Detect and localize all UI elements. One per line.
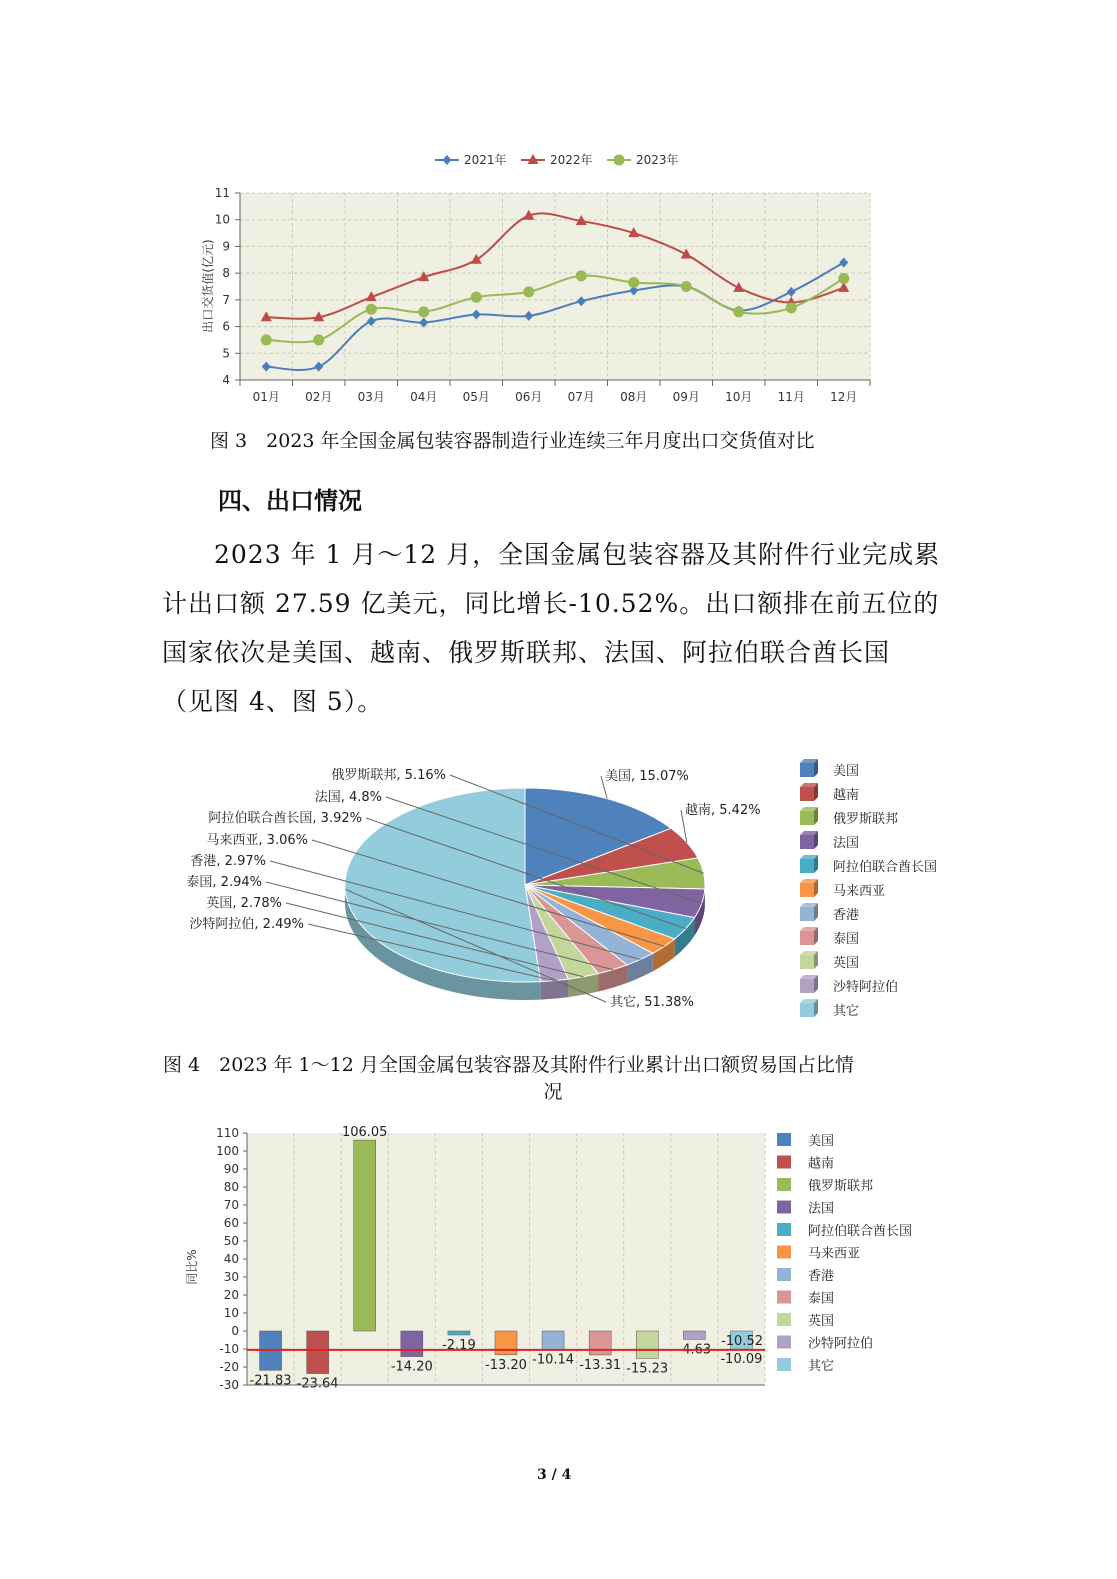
legend-swatch xyxy=(800,931,814,945)
chart-legend xyxy=(800,759,937,1019)
slice-label: 阿拉伯联合酋长国, 3.92% xyxy=(208,811,362,826)
figure3-line-chart xyxy=(190,145,890,415)
bar-value-label: -21.83 xyxy=(249,1373,292,1389)
legend-item xyxy=(435,152,507,167)
legend-label: 俄罗斯联邦 xyxy=(808,1179,874,1194)
legend-item xyxy=(777,1336,873,1352)
legend-swatch xyxy=(777,1201,791,1214)
chart-legend xyxy=(435,152,679,167)
legend-item xyxy=(777,1246,860,1262)
x-tick-label: 10月 xyxy=(725,390,753,404)
legend-item xyxy=(607,152,679,167)
bar-value-label: -13.31 xyxy=(579,1357,622,1373)
y-tick-label: 30 xyxy=(223,1270,239,1284)
x-tick-label: 04月 xyxy=(410,390,438,404)
legend-item xyxy=(800,951,859,971)
figure5-bar-chart xyxy=(180,1115,940,1400)
paragraph-line: （见图 4、图 5）。 xyxy=(162,687,384,716)
legend-item xyxy=(800,783,859,803)
legend-swatch xyxy=(777,1336,791,1349)
pie-slice-side xyxy=(541,979,569,999)
legend-swatch xyxy=(777,1313,791,1326)
legend-label: 越南 xyxy=(808,1156,835,1172)
x-tick-label: 03月 xyxy=(357,390,385,404)
y-tick-label: 0 xyxy=(231,1324,239,1338)
slice-label: 香港, 2.97% xyxy=(190,854,266,869)
x-tick-label: 05月 xyxy=(462,390,490,404)
slice-label: 越南, 5.42% xyxy=(685,803,761,818)
legend-item xyxy=(521,152,593,167)
legend-item xyxy=(777,1178,873,1194)
page-number: 3 / 4 xyxy=(537,1467,572,1483)
data-point xyxy=(523,286,534,297)
x-tick-label: 06月 xyxy=(515,390,543,404)
legend-item xyxy=(800,903,859,923)
legend-swatch xyxy=(777,1178,791,1191)
y-tick-label: 100 xyxy=(216,1144,239,1158)
legend-label: 阿拉伯联合酋长国 xyxy=(808,1224,913,1239)
y-tick-label: 90 xyxy=(223,1162,239,1176)
legend-item xyxy=(800,807,898,827)
y-tick-label: 5 xyxy=(222,346,230,361)
legend-swatch xyxy=(800,859,814,873)
x-tick-label: 01月 xyxy=(252,390,280,404)
legend-swatch xyxy=(800,811,814,825)
legend-swatch xyxy=(800,955,814,969)
legend-label: 马来西亚 xyxy=(808,1246,861,1262)
legend-swatch xyxy=(777,1291,791,1304)
legend-swatch xyxy=(800,907,814,921)
bar xyxy=(401,1331,423,1357)
bar-value-label: -4.63 xyxy=(677,1342,712,1358)
legend-item xyxy=(800,927,859,947)
legend-item xyxy=(777,1223,912,1239)
y-tick-label: 70 xyxy=(223,1198,239,1212)
chart-legend xyxy=(777,1133,912,1374)
y-tick-label: 20 xyxy=(223,1288,239,1302)
legend-swatch xyxy=(800,979,814,993)
legend-label: 香港 xyxy=(833,908,860,923)
y-tick-label: 80 xyxy=(223,1180,239,1194)
y-tick-label: 40 xyxy=(223,1252,239,1266)
bar xyxy=(636,1331,658,1358)
legend-swatch xyxy=(800,835,814,849)
legend-label: 英国 xyxy=(833,956,860,971)
legend-swatch xyxy=(777,1156,791,1169)
legend-item xyxy=(800,999,859,1019)
y-tick-label: 10 xyxy=(214,212,230,227)
slice-label: 其它, 51.38% xyxy=(610,995,694,1010)
bar-value-label: -15.23 xyxy=(626,1361,669,1377)
y-tick-label: -30 xyxy=(219,1378,239,1392)
bar xyxy=(589,1331,611,1355)
legend-swatch xyxy=(800,883,814,897)
legend-label: 2022年 xyxy=(550,153,593,167)
x-tick-label: 12月 xyxy=(830,390,858,404)
legend-item xyxy=(777,1358,834,1374)
y-tick-label: 4 xyxy=(222,373,230,387)
legend-label: 法国 xyxy=(808,1201,835,1217)
data-point xyxy=(681,281,692,292)
y-tick-label: -20 xyxy=(219,1360,239,1374)
bar xyxy=(448,1331,470,1335)
paragraph-line: 国家依次是美国、越南、俄罗斯联邦、法国、阿拉伯联合酋长国 xyxy=(162,638,891,667)
legend-swatch xyxy=(777,1223,791,1236)
data-point xyxy=(366,304,377,315)
x-tick-label: 02月 xyxy=(305,390,333,404)
y-tick-label: 10 xyxy=(223,1306,239,1320)
legend-swatch xyxy=(800,787,814,801)
legend-label: 香港 xyxy=(808,1269,835,1284)
slice-label: 俄罗斯联邦, 5.16% xyxy=(331,768,446,783)
legend-swatch xyxy=(777,1246,791,1259)
legend-swatch xyxy=(777,1133,791,1146)
legend-item xyxy=(777,1133,834,1149)
y-tick-label: -10 xyxy=(219,1342,239,1356)
x-tick-label: 07月 xyxy=(567,390,595,404)
legend-item xyxy=(777,1156,834,1172)
legend-item xyxy=(800,759,859,779)
slice-label: 英国, 2.78% xyxy=(206,896,282,911)
legend-label: 英国 xyxy=(808,1314,835,1329)
y-tick-label: 110 xyxy=(216,1126,239,1140)
data-point xyxy=(471,292,482,303)
data-point xyxy=(261,334,272,345)
legend-swatch xyxy=(800,763,814,777)
legend-label: 美国 xyxy=(808,1134,835,1149)
legend-label: 泰国 xyxy=(808,1291,835,1307)
y-tick-label: 50 xyxy=(223,1234,239,1248)
figure3-caption: 图 3 2023 年全国金属包装容器制造行业连续三年月度出口交货值对比 xyxy=(210,430,815,452)
paragraph-line: 2023 年 1 月～12 月，全国金属包装容器及其附件行业完成累 xyxy=(214,540,941,569)
figure4-caption xyxy=(163,1050,963,1104)
y-tick-label: 60 xyxy=(223,1216,239,1230)
legend-label: 沙特阿拉伯 xyxy=(833,980,899,995)
data-point xyxy=(313,334,324,345)
y-axis-label: 同比% xyxy=(185,1249,199,1285)
legend-label: 美国 xyxy=(833,764,860,779)
bar xyxy=(354,1140,376,1331)
bar-value-label: -10.09 xyxy=(720,1352,763,1368)
bar-value-label: 106.05 xyxy=(341,1125,388,1141)
legend-label: 法国 xyxy=(833,836,860,851)
bar-value-label: -2.19 xyxy=(442,1337,476,1353)
x-tick-label: 08月 xyxy=(620,390,648,404)
bar xyxy=(542,1331,564,1349)
legend-item xyxy=(777,1201,834,1217)
figure4-pie-chart xyxy=(170,750,970,1030)
figure4-caption-line2: 况 xyxy=(543,1081,563,1103)
legend-label: 其它 xyxy=(808,1359,835,1374)
legend-item xyxy=(800,831,859,851)
bar-value-label: -13.20 xyxy=(485,1357,527,1373)
bar-value-label: -23.64 xyxy=(296,1376,339,1392)
slice-label: 美国, 15.07% xyxy=(605,769,689,784)
slice-label: 法国, 4.8% xyxy=(314,790,382,805)
y-tick-label: 7 xyxy=(222,292,230,307)
bar xyxy=(495,1331,517,1355)
legend-swatch xyxy=(800,1003,814,1017)
legend-label: 俄罗斯联邦 xyxy=(833,812,899,827)
bar-value-label: -10.14 xyxy=(532,1352,575,1368)
y-axis-label: 出口交货值(亿元) xyxy=(201,239,215,333)
x-tick-label: 09月 xyxy=(672,390,700,404)
data-point xyxy=(838,273,849,284)
data-point xyxy=(786,302,797,313)
y-tick-label: 9 xyxy=(222,239,230,254)
legend-label: 阿拉伯联合酋长国 xyxy=(833,860,938,875)
legend-item xyxy=(777,1313,834,1329)
bar-value-label: -14.20 xyxy=(390,1359,433,1375)
legend-item xyxy=(800,879,885,899)
data-point xyxy=(733,306,744,317)
legend-item xyxy=(777,1268,834,1284)
slice-label: 泰国, 2.94% xyxy=(186,875,262,890)
y-tick-label: 8 xyxy=(222,266,230,281)
data-point xyxy=(628,277,639,288)
legend-label: 越南 xyxy=(833,788,860,803)
section-paragraph xyxy=(162,530,962,726)
reference-line-label: -10.52 xyxy=(721,1333,763,1349)
figure4-caption-line1: 图 4 2023 年 1～12 月全国金属包装容器及其附件行业累计出口额贸易国占比情 xyxy=(163,1054,854,1076)
legend-swatch xyxy=(777,1358,791,1371)
bar xyxy=(683,1331,705,1339)
legend-label: 泰国 xyxy=(833,932,860,947)
section-heading: 四、出口情况 xyxy=(218,487,362,515)
legend-label: 2023年 xyxy=(636,153,679,167)
y-tick-label: 6 xyxy=(222,319,230,334)
legend-label: 其它 xyxy=(833,1004,860,1019)
bar xyxy=(307,1331,329,1374)
slice-label: 沙特阿拉伯, 2.49% xyxy=(189,917,304,932)
legend-label: 沙特阿拉伯 xyxy=(808,1336,874,1352)
data-point xyxy=(614,155,625,166)
legend-label: 马来西亚 xyxy=(833,884,886,899)
data-point xyxy=(418,306,429,317)
paragraph-line: 计出口额 27.59 亿美元，同比增长-10.52%。出口额排在前五位的 xyxy=(162,589,940,618)
x-tick-label: 11月 xyxy=(777,390,805,404)
data-point xyxy=(576,270,587,281)
y-tick-label: 11 xyxy=(214,186,230,200)
legend-swatch xyxy=(777,1268,791,1281)
legend-item xyxy=(800,855,937,875)
slice-label: 马来西亚, 3.06% xyxy=(206,833,308,848)
legend-label: 2021年 xyxy=(464,153,507,167)
legend-item xyxy=(800,975,898,995)
legend-item xyxy=(777,1291,834,1307)
data-point xyxy=(443,155,452,165)
